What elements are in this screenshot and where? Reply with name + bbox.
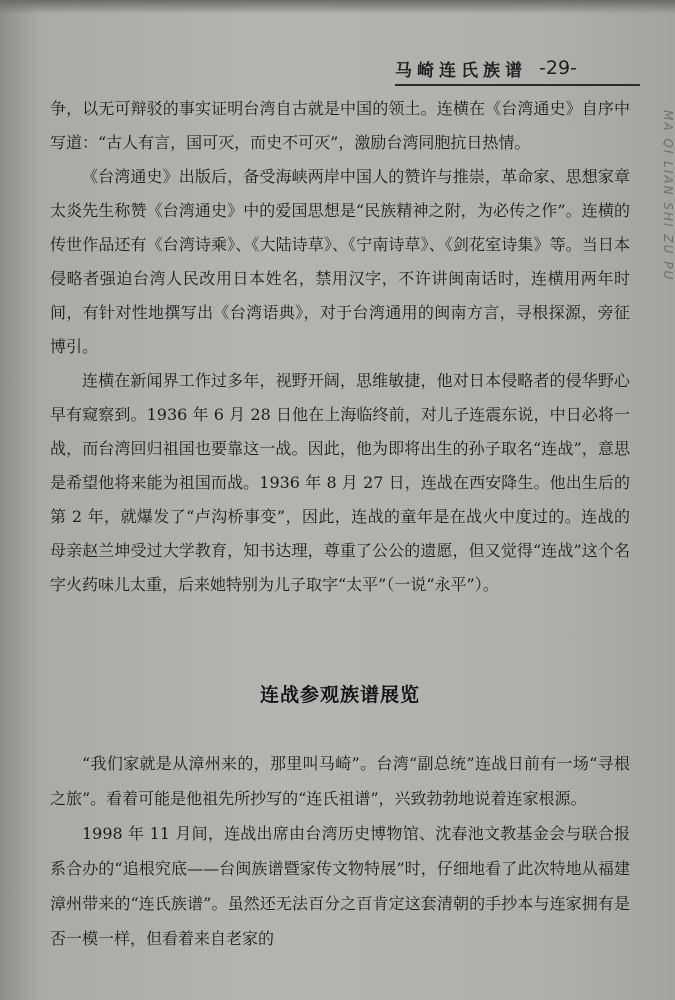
page-edge-shadow — [0, 0, 675, 14]
body-text-top — [50, 92, 630, 602]
paragraph-taiwan-history: 《台湾通史》出版后，备受海峡两岸中国人的赞许与推崇，革命家、思想家章太炎先生称赞《台湾通史》中的爱国思想是“民族精神之附，为必传之作”。连横的传世作品还有《台湾诗乘》、《大陆诗草》、《宁南诗草》、《剑花室诗集》等。当日本侵略者强迫台湾人民改用日本姓名，禁用汉字，不许讲闽南话时，连横用两年时间，有针对性地撰写出《台湾语典》，对于台湾通用的闽南方言，寻根探源，旁征博引。 — [50, 167, 630, 356]
paragraph-lian-heng: 连横在新闻界工作过多年，视野开阔，思维敏捷，他对日本侵略者的侵华野心早有窥察到。1936 年 6 月 28 日他在上海临终前，对儿子连震东说，中日必将一战，而台湾回归祖国也要靠这一战。因此，他为即将出生的孙子取名“连战”，意思是希望他将来能为祖国而战。1936 年 8 月 27 日，连战在西安降生。他出生后的第 2 年，就爆发了“卢沟桥事变”，因此，连战的童年是在战火中度过的。连战的母亲赵兰坤受过大学教育，知书达理，尊重了公公的遗愿，但又觉得“连战”这个名字火药味儿太重，后来她特别为儿子取字“太平”（一说“永平”）。 — [50, 371, 630, 594]
body-text-bottom — [50, 746, 630, 956]
header-rule — [395, 84, 640, 86]
section-heading: 连战参观族谱展览 — [259, 684, 420, 706]
running-header — [395, 53, 640, 83]
paragraph-roots-trip: “我们家就是从漳州来的，那里叫马崎”。台湾“副总统”连战日前有一场“寻根之旅”。看着可能是他祖先所抄写的“连氏祖谱”，兴致勃勃地说着连家根源。 — [50, 754, 630, 808]
page-number: -29- — [539, 57, 577, 79]
paragraph-continued: 争，以无可辩驳的事实证明台湾自古就是中国的领土。连横在《台湾通史》自序中写道：“古人有言，国可灭，而史不可灭”，激励台湾同胞抗日热情。 — [50, 99, 630, 152]
book-title: 马崎连氏族谱 — [395, 60, 527, 81]
paragraph-exhibition: 1998 年 11 月间，连战出席由台湾历史博物馆、沈春池文教基金会与联合报系合办的“追根究底——台闽族谱暨家传文物特展”时，仔细地看了此次特地从福建漳州带来的“连氏族谱”。虽然还无法百分之百肯定这套清朝的手抄本与连家拥有是否一模一样，但看着来自老家的 — [50, 824, 630, 948]
side-margin-text: MA QI LIAN SHI ZU PU — [661, 110, 675, 282]
